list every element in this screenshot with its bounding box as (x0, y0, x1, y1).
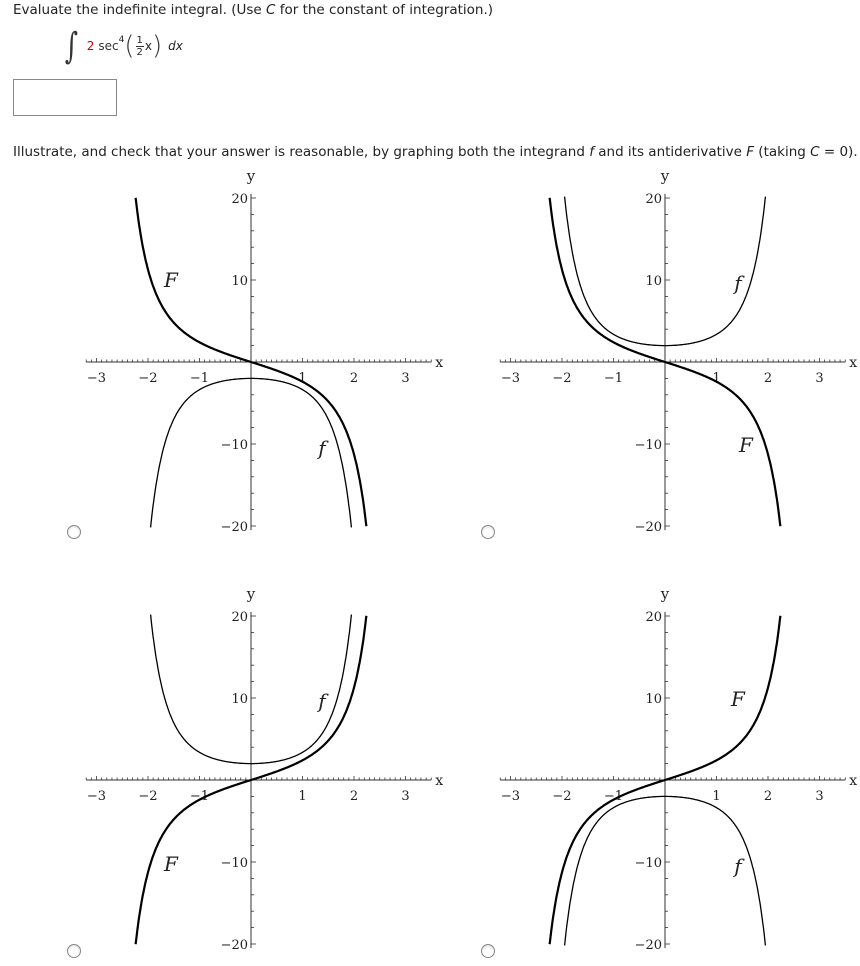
left-paren: ( (124, 31, 135, 61)
graph-1-y-tick-label: 20 (231, 192, 248, 207)
graph-1-x-axis-label: x (435, 355, 444, 371)
graph-3-y-axis-label: y (246, 585, 256, 603)
option-1-radio[interactable] (67, 525, 81, 539)
answer-input[interactable] (13, 79, 117, 116)
graph-3-y-tick-label: −20 (220, 938, 248, 953)
graph-3-x-tick-label: −3 (86, 789, 107, 804)
illustrate-text-4: = 0). (819, 144, 858, 160)
graph-1-y-axis-label: y (246, 167, 256, 185)
graph-3-x-tick-label: 1 (298, 789, 307, 804)
graph-2-x-tick-label: −1 (603, 371, 624, 386)
graph-4-x-tick-label: 2 (763, 789, 773, 804)
graph-4-x-tick-label: −2 (552, 789, 572, 804)
graph-3-f-label: f (318, 689, 326, 713)
integral-differential: dx (168, 39, 183, 53)
integral-coefficient: 2 (86, 39, 95, 53)
illustrate-text-2: and its antiderivative (593, 144, 747, 160)
graph-4-x-tick-label: −3 (500, 789, 521, 804)
graph-4-x-axis-label: x (849, 773, 858, 789)
fraction-denominator: 2 (136, 46, 143, 58)
integral-fraction (136, 35, 144, 58)
graph-1-x-tick-label: 3 (401, 371, 410, 386)
graph-2-y-tick-label: −10 (634, 438, 662, 453)
illustrate-text-3: (taking (754, 144, 811, 160)
integral-expression (62, 24, 183, 68)
illustrate-C: C (810, 144, 820, 160)
graph-4-curve-F (550, 616, 781, 944)
graph-1-y-tick-label: −20 (220, 520, 248, 535)
graph-2-f-label: f (734, 271, 742, 295)
graph-2-x-tick-label: 3 (815, 371, 824, 386)
graph-2-F-label: F (739, 433, 753, 457)
graph-2-x-tick-label: 2 (763, 371, 773, 386)
prompt-suffix: for the constant of integration.) (275, 2, 494, 18)
graph-4-y-axis-label: y (660, 585, 670, 603)
illustrate-instruction (13, 144, 858, 160)
graph-2-x-axis-label: x (849, 355, 858, 371)
graph-4-curve-f (565, 796, 766, 945)
prompt-prefix: Evaluate the indefinite integral. (Use (13, 2, 266, 18)
graph-2-x-tick-label: −2 (552, 371, 572, 386)
graph-2-y-tick-label: 10 (645, 274, 662, 289)
graph-1-curve-F (136, 198, 367, 526)
graph-4-y-tick-label: −10 (634, 856, 662, 871)
graph-3-y-tick-label: 20 (231, 610, 248, 625)
integral-variable: x (144, 39, 153, 53)
graph-2-x-tick-label: 1 (712, 371, 721, 386)
graph-3-curve-f (151, 615, 352, 764)
graph-3-x-tick-label: 2 (349, 789, 359, 804)
graph-4-x-tick-label: 3 (815, 789, 824, 804)
graph-3-F-label: F (164, 852, 178, 876)
graph-2-x-tick-label: −3 (500, 371, 521, 386)
option-4-radio[interactable] (481, 944, 495, 958)
graph-2-curve-F (550, 198, 781, 526)
graph-4-x-tick-label: −1 (603, 789, 624, 804)
graph-1-x-tick-label: 1 (298, 371, 307, 386)
graph-3-y-tick-label: −10 (220, 856, 248, 871)
graph-4-F-label: F (731, 687, 745, 711)
graph-1-y-tick-label: −10 (220, 438, 248, 453)
question-prompt (13, 2, 493, 18)
illustrate-F: F (746, 144, 755, 160)
graph-3-x-tick-label: 3 (401, 789, 410, 804)
graph-1-F-label: F (164, 268, 178, 292)
graph-2-y-tick-label: 20 (645, 192, 662, 207)
graph-1-x-tick-label: −3 (86, 371, 107, 386)
right-paren: ) (152, 31, 163, 61)
integral-power: 4 (118, 35, 125, 45)
graph-3-y-tick-label: 10 (231, 692, 248, 707)
graph-4-f-label: f (734, 854, 742, 878)
graph-1-x-tick-label: −2 (138, 371, 158, 386)
graph-4-x-tick-label: 1 (712, 789, 721, 804)
integral-sign-icon: ∫ (64, 25, 78, 67)
graph-1-y-tick-label: 10 (231, 274, 248, 289)
illustrate-text-1: Illustrate, and check that your answer is reasonable, by graphing both the integrand (13, 144, 590, 160)
graph-3-x-tick-label: −2 (138, 789, 158, 804)
graph-4-y-tick-label: −20 (634, 938, 662, 953)
graph-1-f-label: f (318, 436, 326, 460)
prompt-constant-var: C (266, 2, 276, 18)
fraction-numerator: 1 (136, 34, 143, 46)
graph-3-curve-F (136, 616, 367, 944)
graph-3-x-axis-label: x (435, 773, 444, 789)
graph-1-x-tick-label: 2 (349, 371, 359, 386)
graph-2-y-axis-label: y (660, 167, 670, 185)
option-2-radio[interactable] (481, 525, 495, 539)
illustrate-f: f (589, 144, 594, 160)
graph-2-curve-f (565, 197, 766, 346)
graph-1-x-tick-label: −1 (189, 371, 210, 386)
option-3-radio[interactable] (67, 944, 81, 958)
integral-function: sec (98, 39, 119, 53)
graph-1-curve-f (151, 378, 352, 527)
graph-2-y-tick-label: −20 (634, 520, 662, 535)
graph-4-y-tick-label: 10 (645, 692, 662, 707)
graph-4-y-tick-label: 20 (645, 610, 662, 625)
graph-3-x-tick-label: −1 (189, 789, 210, 804)
